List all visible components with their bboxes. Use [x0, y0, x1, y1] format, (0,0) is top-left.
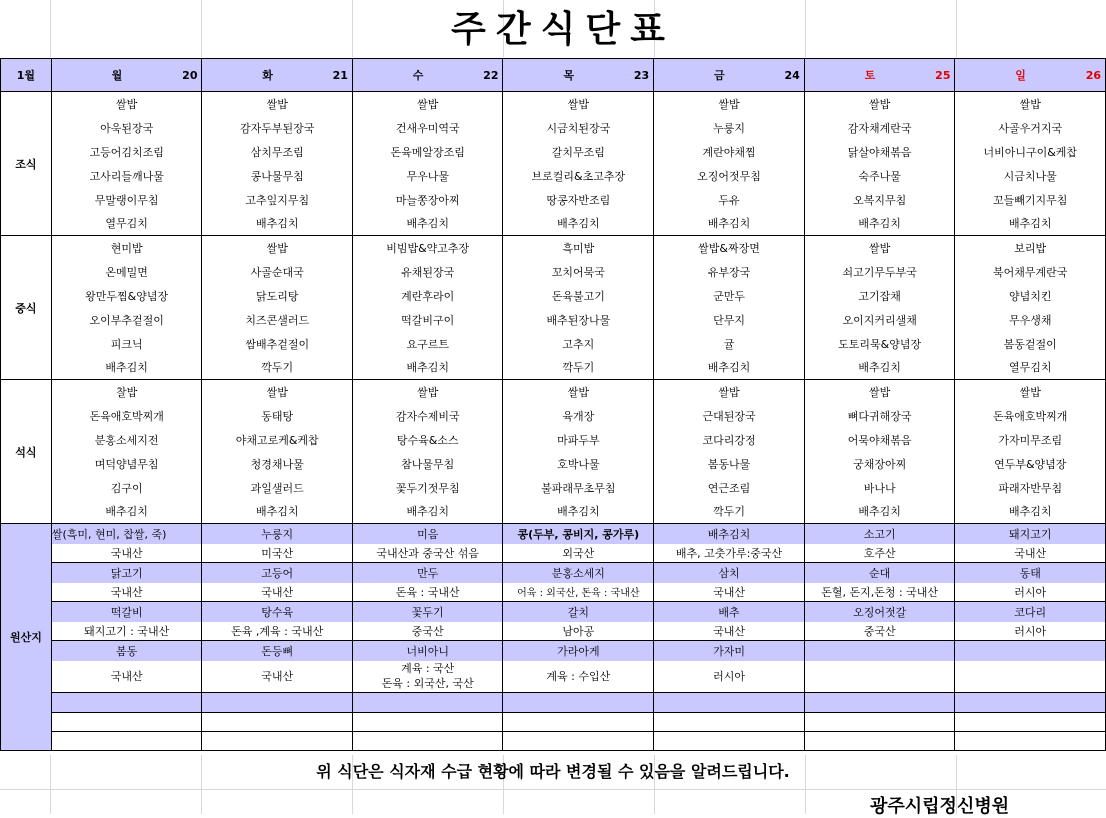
day-name: 월: [111, 69, 123, 82]
menu-item: 숙주나물: [804, 164, 955, 188]
menu-item: 배추김치: [51, 356, 202, 380]
menu-item: 배추김치: [503, 212, 654, 236]
origin-value: 국내산: [51, 661, 202, 693]
day-date: 24: [784, 68, 800, 82]
menu-item: 파래자반무침: [955, 476, 1106, 500]
day-name: 화: [262, 69, 273, 82]
menu-item: 고기잡채: [804, 284, 955, 308]
menu-item: 쌀밥: [352, 92, 503, 116]
menu-item: 배추김치: [352, 356, 503, 380]
day-header-content: [202, 67, 351, 83]
origin-value: 돈육 ,계육 : 국내산: [202, 622, 352, 641]
origin-item: 고등어: [202, 563, 352, 583]
blank-cell: [352, 713, 503, 732]
menu-item: 쌀밥: [51, 92, 202, 116]
meal-row: [1, 332, 1106, 356]
menu-item: 양념치킨: [955, 284, 1106, 308]
origin-value: 국내산: [202, 661, 352, 693]
origin-item: 갈치: [503, 602, 654, 622]
origin-item: 코다리: [955, 602, 1106, 622]
menu-item: 돈육메알장조림: [352, 140, 503, 164]
origin-item: 탕수육: [202, 602, 352, 622]
meal-row: [1, 236, 1106, 260]
day-header-content: [654, 67, 804, 83]
menu-item: 청경채나물: [202, 452, 352, 476]
origin-label: 원산지: [1, 524, 52, 751]
day-date: 23: [633, 68, 650, 82]
menu-item: 배추된장나물: [503, 308, 654, 332]
menu-item: 쌀밥: [202, 92, 352, 116]
menu-item: 열무김치: [51, 212, 202, 236]
menu-item: 콩나물무침: [202, 164, 352, 188]
blank-row: [1, 693, 1106, 713]
menu-item: 배추김치: [804, 212, 955, 236]
origin-value: 돼지고기 : 국내산: [51, 622, 202, 641]
origin-item-row: [1, 563, 1106, 583]
origin-value-row: [1, 622, 1106, 641]
origin-value: 국내산과 중국산 섞음: [352, 544, 503, 563]
origin-value-row: [1, 544, 1106, 563]
menu-item: 고추지: [503, 332, 654, 356]
meal-row: [1, 428, 1106, 452]
menu-item: 돈육불고기: [503, 284, 654, 308]
menu-item: 깍두기: [654, 500, 805, 524]
menu-item: 감자수제비국: [352, 404, 503, 428]
origin-item: 너비아니: [352, 641, 503, 661]
menu-item: 탕수육&소스: [352, 428, 503, 452]
menu-item: 계란야채찜: [654, 140, 805, 164]
origin-item: 순대: [804, 563, 955, 583]
meal-row: [1, 308, 1106, 332]
menu-item: 사골순대국: [202, 260, 352, 284]
menu-item: 돈육애호박찌개: [51, 404, 202, 428]
menu-item: 닭살야채볶음: [804, 140, 955, 164]
menu-item: 쇠고기무두부국: [804, 260, 955, 284]
menu-item: 유채된장국: [352, 260, 503, 284]
menu-item: 배추김치: [804, 356, 955, 380]
menu-item: 배추김치: [804, 500, 955, 524]
menu-item: 고등어김치조림: [51, 140, 202, 164]
menu-item: 육개장: [503, 404, 654, 428]
day-header-1: [202, 59, 352, 92]
origin-item: 꽃두기: [352, 602, 503, 622]
origin-item: 떡갈비: [51, 602, 202, 622]
menu-item: 불파래무초무침: [503, 476, 654, 500]
blank-cell: [955, 693, 1106, 713]
menu-item: 쌀밥: [352, 380, 503, 404]
menu-item: 흑미밥: [503, 236, 654, 260]
day-header-content: [955, 67, 1105, 83]
meal-row: [1, 140, 1106, 164]
origin-item: [955, 641, 1106, 661]
menu-item: 온메밀면: [51, 260, 202, 284]
menu-item: 땅콩자반조림: [503, 188, 654, 212]
menu-item: 분홍소세지전: [51, 428, 202, 452]
origin-value: [955, 661, 1106, 693]
menu-item: 배추김치: [202, 500, 352, 524]
menu-item: 쌀밥&짜장면: [654, 236, 805, 260]
origin-item: 동태: [955, 563, 1106, 583]
menu-item: 건새우미역국: [352, 116, 503, 140]
menu-item: 깍두기: [202, 356, 352, 380]
meal-row: [1, 284, 1106, 308]
menu-item: 아욱된장국: [51, 116, 202, 140]
menu-item: 시금치나물: [955, 164, 1106, 188]
blank-row: [1, 713, 1106, 732]
blank-cell: [654, 713, 805, 732]
day-name: 일: [1015, 69, 1026, 82]
origin-value: 러시아: [955, 622, 1106, 641]
menu-item: 오이부추겉절이: [51, 308, 202, 332]
meal-row: [1, 356, 1106, 380]
menu-item: 갈치무조림: [503, 140, 654, 164]
menu-item: 깍두기: [503, 356, 654, 380]
menu-item: 배추김치: [955, 500, 1106, 524]
origin-item: 배추김치: [654, 524, 805, 544]
menu-item: 보리밥: [955, 236, 1106, 260]
blank-cell: [654, 693, 805, 713]
menu-item: 어묵야채볶음: [804, 428, 955, 452]
menu-item: 오징어젓무침: [654, 164, 805, 188]
menu-item: 비빔밥&약고추장: [352, 236, 503, 260]
month-cell: 1월: [1, 59, 52, 92]
menu-item: 무우생채: [955, 308, 1106, 332]
blank-cell: [503, 693, 654, 713]
origin-item: 오징어젓갈: [804, 602, 955, 622]
day-header-content: [353, 67, 503, 83]
menu-item: 배추김치: [503, 500, 654, 524]
menu-item: 봄동나물: [654, 452, 805, 476]
origin-value: 국내산: [51, 544, 202, 563]
menu-item: 꽃두기젓무침: [352, 476, 503, 500]
menu-item: 쌀밥: [804, 92, 955, 116]
meal-row: [1, 164, 1106, 188]
meal-row: [1, 452, 1106, 476]
origin-value-line: 계육 : 국산: [401, 662, 455, 676]
blank-cell: [503, 732, 654, 751]
blank-cell: [804, 732, 955, 751]
menu-item: 쌀밥: [202, 236, 352, 260]
day-date: 26: [1085, 68, 1101, 82]
meal-row: [1, 188, 1106, 212]
origin-item: 분홍소세지: [503, 563, 654, 583]
menu-item: 열무김치: [955, 356, 1106, 380]
menu-item: 쌀밥: [503, 92, 654, 116]
menu-item: 배추김치: [654, 356, 805, 380]
meal-row: [1, 404, 1106, 428]
origin-value: 국내산: [51, 583, 202, 602]
day-header-content: [503, 67, 653, 83]
menu-item: 무우나물: [352, 164, 503, 188]
origin-value: 중국산: [352, 622, 503, 641]
day-header-4: [654, 59, 805, 92]
menu-item: 며덕양념무침: [51, 452, 202, 476]
blank-cell: [503, 713, 654, 732]
origin-item: 만두: [352, 563, 503, 583]
menu-item: 동태탕: [202, 404, 352, 428]
menu-item: 너비아니구이&케찹: [955, 140, 1106, 164]
menu-item: 단무지: [654, 308, 805, 332]
menu-item: 야채고로케&케찹: [202, 428, 352, 452]
meal-row: [1, 476, 1106, 500]
menu-item: 고사리들깨나물: [51, 164, 202, 188]
menu-item: 꼬들빼기지무침: [955, 188, 1106, 212]
menu-item: 연두부&양념장: [955, 452, 1106, 476]
menu-item: 무말랭이무침: [51, 188, 202, 212]
meal-row: [1, 500, 1106, 524]
origin-item: 돈등뼈: [202, 641, 352, 661]
menu-item: 김구이: [51, 476, 202, 500]
origin-value: 국내산: [654, 583, 805, 602]
origin-value: 중국산: [804, 622, 955, 641]
origin-value: 외국산: [503, 544, 654, 563]
menu-item: 요구르트: [352, 332, 503, 356]
origin-value: 계육 : 수입산: [503, 661, 654, 693]
menu-item: 왕만두찜&양념장: [51, 284, 202, 308]
menu-item: 누룽지: [654, 116, 805, 140]
menu-item: 마파두부: [503, 428, 654, 452]
menu-item: 삼치무조림: [202, 140, 352, 164]
menu-item: 닭도리탕: [202, 284, 352, 308]
origin-item: 삼치: [654, 563, 805, 583]
day-name: 수: [412, 69, 424, 82]
origin-item: 쌀(흑미, 현미, 찹쌀, 죽): [51, 524, 202, 544]
menu-item: 궁채장아찌: [804, 452, 955, 476]
menu-item: 배추김치: [955, 212, 1106, 236]
blank-row: [1, 732, 1106, 751]
blank-cell: [202, 732, 352, 751]
origin-value: 돈육 : 국내산: [352, 583, 503, 602]
origin-value: 러시아: [955, 583, 1106, 602]
origin-value: 국내산: [202, 583, 352, 602]
page-title: 주간식단표: [451, 9, 675, 50]
meal-row: [1, 212, 1106, 236]
origin-value: 돈혈, 돈지,돈청 : 국내산: [804, 583, 955, 602]
menu-item: 오복지무침: [804, 188, 955, 212]
menu-item: 쌀밥: [955, 92, 1106, 116]
day-name: 금: [714, 69, 725, 82]
menu-item: 감자두부된장국: [202, 116, 352, 140]
menu-item: 유부장국: [654, 260, 805, 284]
menu-item: 현미밥: [51, 236, 202, 260]
menu-item: 고추잎지무침: [202, 188, 352, 212]
blank-cell: [804, 693, 955, 713]
origin-item: 누룽지: [202, 524, 352, 544]
menu-item: 쌀밥: [955, 380, 1106, 404]
menu-item: 시금치된장국: [503, 116, 654, 140]
origin-value: 국내산: [654, 622, 805, 641]
meal-row: [1, 116, 1106, 140]
origin-item: [804, 641, 955, 661]
origin-item: 돼지고기: [955, 524, 1106, 544]
day-date: 20: [182, 68, 198, 82]
origin-item-row: [1, 602, 1106, 622]
menu-item: 쌀밥: [503, 380, 654, 404]
day-header-2: [352, 59, 503, 92]
day-header-5: [804, 59, 955, 92]
menu-table: [0, 58, 1106, 751]
origin-item: 콩(두부, 콩비지, 콩가루): [503, 524, 654, 544]
menu-item: 두유: [654, 188, 805, 212]
menu-item: 배추김치: [352, 500, 503, 524]
day-header-content: [805, 67, 955, 83]
day-date: 22: [483, 68, 499, 82]
blank-cell: [51, 713, 202, 732]
menu-item: 마늘쫑장아찌: [352, 188, 503, 212]
origin-value-row: [1, 583, 1106, 602]
menu-item: 쌀밥: [654, 380, 805, 404]
blank-cell: [352, 693, 503, 713]
menu-item: 쌀밥: [654, 92, 805, 116]
meal-label: 중식: [1, 236, 52, 380]
day-header-content: [52, 67, 202, 83]
menu-item: 뼈다귀해장국: [804, 404, 955, 428]
meal-row: [1, 380, 1106, 404]
day-header-0: [51, 59, 202, 92]
origin-item-row: [1, 641, 1106, 661]
day-name: 목: [563, 69, 575, 82]
day-header-6: [955, 59, 1106, 92]
menu-item: 과일샐러드: [202, 476, 352, 500]
origin-item-row: [1, 524, 1106, 544]
origin-value: 국내산: [955, 544, 1106, 563]
menu-item: 오이지커리샐채: [804, 308, 955, 332]
menu-item: 쌈배추겉절이: [202, 332, 352, 356]
menu-item: 연근조림: [654, 476, 805, 500]
menu-item: 브로컬리&초고추장: [503, 164, 654, 188]
menu-item: 꼬치어묵국: [503, 260, 654, 284]
menu-item: 쌀밥: [804, 380, 955, 404]
origin-value: 호주산: [804, 544, 955, 563]
origin-value: 남아공: [503, 622, 654, 641]
menu-item: 찰밥: [51, 380, 202, 404]
menu-item: 쌀밥: [804, 236, 955, 260]
notice-text: 위 식단은 식자재 수급 현황에 따라 변경될 수 있음을 알려드립니다.: [316, 762, 790, 781]
origin-value: 미국산: [202, 544, 352, 563]
day-date: 21: [332, 68, 348, 82]
blank-cell: [804, 713, 955, 732]
blank-cell: [202, 693, 352, 713]
menu-item: 바나나: [804, 476, 955, 500]
menu-item: 근대된장국: [654, 404, 805, 428]
menu-item: 도토리묵&양념장: [804, 332, 955, 356]
day-date: 25: [935, 68, 951, 82]
origin-item: 닭고기: [51, 563, 202, 583]
blank-cell: [202, 713, 352, 732]
menu-item: 치즈콘샐러드: [202, 308, 352, 332]
origin-value: [804, 661, 955, 693]
menu-item: 피크닉: [51, 332, 202, 356]
origin-value-row: [1, 661, 1106, 693]
menu-item: 돈육애호박찌개: [955, 404, 1106, 428]
origin-item: 봄동: [51, 641, 202, 661]
meal-label: 조식: [1, 92, 52, 236]
meal-label: 석식: [1, 380, 52, 524]
day-header-3: [503, 59, 654, 92]
menu-item: 귤: [654, 332, 805, 356]
origin-value-line: 돈육 : 외국산, 국산: [381, 677, 474, 691]
menu-item: 배추김치: [51, 500, 202, 524]
origin-item: 가자미: [654, 641, 805, 661]
blank-cell: [352, 732, 503, 751]
origin-value: 배추, 고춧가루:중국산: [654, 544, 805, 563]
menu-item: 배추김치: [654, 212, 805, 236]
menu-item: 떡갈비구이: [352, 308, 503, 332]
menu-item: 참나물무침: [352, 452, 503, 476]
menu-item: 군만두: [654, 284, 805, 308]
gridline: [0, 789, 1106, 790]
day-header-row: [1, 59, 1106, 92]
menu-item: 북어채무계란국: [955, 260, 1106, 284]
meal-row: [1, 92, 1106, 116]
day-name: 토: [864, 69, 876, 82]
hospital-name: 광주시립정신병원: [870, 796, 1010, 817]
menu-item: 코다리강정: [654, 428, 805, 452]
menu-item: 호박나물: [503, 452, 654, 476]
menu-item: 봄동겉절이: [955, 332, 1106, 356]
origin-value: 러시아: [654, 661, 805, 693]
blank-cell: [51, 693, 202, 713]
menu-item: 가자미무조림: [955, 428, 1106, 452]
origin-item: 배추: [654, 602, 805, 622]
blank-cell: [955, 713, 1106, 732]
menu-item: 계란후라이: [352, 284, 503, 308]
menu-item: 쌀밥: [202, 380, 352, 404]
blank-cell: [51, 732, 202, 751]
menu-item: 감자채계란국: [804, 116, 955, 140]
blank-cell: [654, 732, 805, 751]
origin-item: 소고기: [804, 524, 955, 544]
blank-cell: [955, 732, 1106, 751]
origin-item: 미음: [352, 524, 503, 544]
origin-item: 가라아게: [503, 641, 654, 661]
origin-value: [352, 661, 503, 693]
menu-item: 배추김치: [202, 212, 352, 236]
origin-value: 어육 : 외국산, 돈육 : 국내산: [503, 583, 654, 602]
meal-row: [1, 260, 1106, 284]
menu-item: 사골우거지국: [955, 116, 1106, 140]
menu-item: 배추김치: [352, 212, 503, 236]
